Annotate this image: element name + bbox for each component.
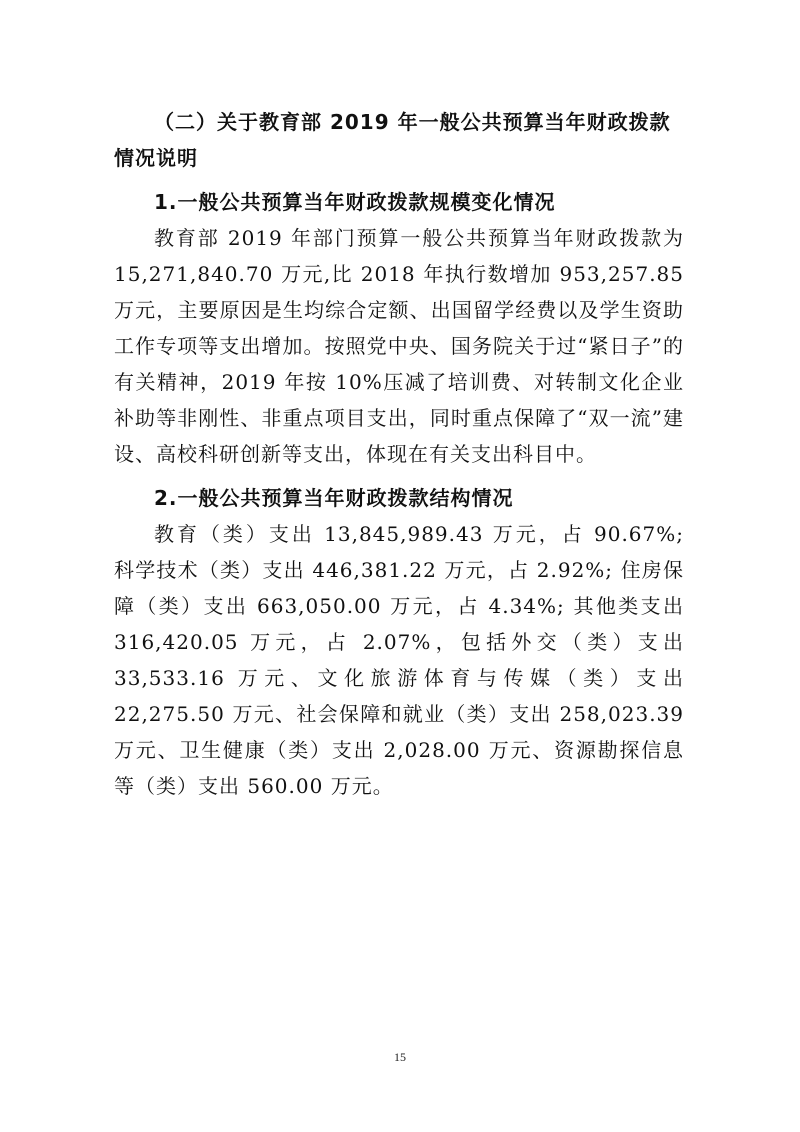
part1-heading: 1.一般公共预算当年财政拨款规模变化情况: [154, 190, 556, 214]
part1-paragraph: 教育部 2019 年部门预算一般公共预算当年财政拨款为 15,271,840.70 万元,比 2018 年执行数增加 953,257.85 万元，主要原因是生均综合定额、出国留学经费以及学生资助工作专项等支出增加。按照党中央、国务院关于过“紧日子”的有关精神，2019 年按 10%压减了培训费、对转制文化企业补助等非刚性、非重点项目支出，同时重点保障了“双一流”建设、高校科研创新等支出，体现在有关支出科目中。: [114, 226, 684, 466]
document-body: [114, 104, 684, 804]
part2-heading: 2.一般公共预算当年财政拨款结构情况: [154, 486, 514, 510]
page-number: 15: [394, 1050, 406, 1064]
section-title: （二）关于教育部 2019 年一般公共预算当年财政拨款情况说明: [114, 110, 671, 170]
part2-paragraph: 教育（类）支出 13,845,989.43 万元，占 90.67%; 科学技术（类）支出 446,381.22 万元，占 2.92%; 住房保障（类）支出 663,050.00 万元，占 4.34%; 其他类支出 316,420.05 万元，占 2.07%，包括外交（类）支出 33,533.16 万元、文化旅游体育与传媒（类）支出 22,275.50 万元、社会保障和就业（类）支出 258,023.39 万元、卫生健康（类）支出 2,028.00 万元、资源勘探信息等（类）支出 560.00 万元。: [114, 522, 684, 798]
